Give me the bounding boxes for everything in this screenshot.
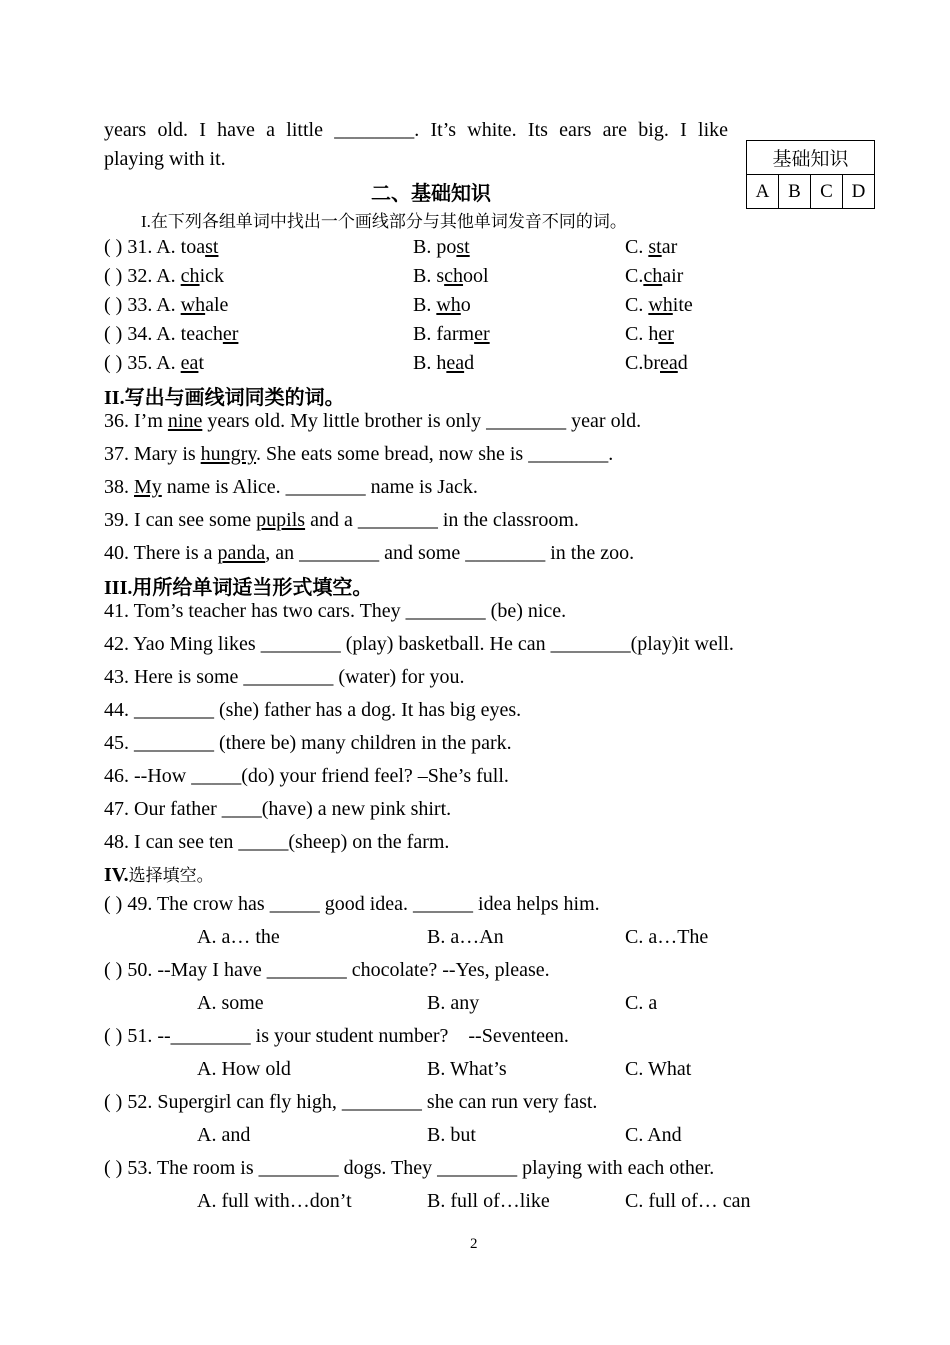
part3-item: 44. ________ (she) father has a dog. It has big eyes. <box>104 699 522 721</box>
answer-bracket: ( ) <box>104 265 123 287</box>
part2-item: 36. I’m nine years old. My little brother is only ________ year old. <box>104 410 642 432</box>
part1-option-c: C.bread <box>625 352 688 374</box>
part3-item: 48. I can see ten _____(sheep) on the farm. <box>104 831 450 853</box>
item-number: 35. A. <box>127 352 181 374</box>
part1-row: ( ) 34. A. teacher <box>104 323 239 345</box>
item-number: 34. A. <box>127 323 181 345</box>
part2-item: 39. I can see some pupils and a ________ in the classroom. <box>104 509 579 531</box>
intro-line-1: years old. I have a little ________. It’s white. Its ears are big. I like <box>104 119 728 141</box>
grade-c: C <box>811 175 843 209</box>
answer-bracket: ( ) <box>104 323 123 345</box>
part1-option-b: B. who <box>413 294 471 316</box>
part3-item: 43. Here is some _________ (water) for you. <box>104 666 465 688</box>
part3-heading: III.用所给单词适当形式填空。 <box>104 577 373 599</box>
answer-bracket: ( ) <box>104 893 123 915</box>
part2-item: 37. Mary is hungry. She eats some bread, now she is ________. <box>104 443 614 465</box>
page-number: 2 <box>470 1236 478 1252</box>
part3-item: 46. --How _____(do) your friend feel? –She’s full. <box>104 765 509 787</box>
part4-question: ( ) 50. --May I have ________ chocolate? --Yes, please. <box>104 959 550 981</box>
part1-row: ( ) 31. A. toast <box>104 236 219 258</box>
grade-b: B <box>779 175 811 209</box>
item-number: 32. A. <box>127 265 181 287</box>
section-title: 二、基础知识 <box>371 183 491 205</box>
answer-bracket: ( ) <box>104 1025 123 1047</box>
part4-option-b: B. What’s <box>427 1058 507 1080</box>
answer-bracket: ( ) <box>104 959 123 981</box>
part3-item: 41. Tom’s teacher has two cars. They ________ (be) nice. <box>104 600 567 622</box>
answer-bracket: ( ) <box>104 1157 123 1179</box>
part4-option-c: C. And <box>625 1124 682 1146</box>
part4-option-a: A. full with…don’t <box>197 1190 352 1212</box>
part4-option-b: B. a…An <box>427 926 504 948</box>
part3-item: 42. Yao Ming likes ________ (play) basketball. He can ________(play)it well. <box>104 633 734 655</box>
part4-option-b: B. full of…like <box>427 1190 550 1212</box>
part1-option-c: C. her <box>625 323 674 345</box>
part4-option-a: A. a… the <box>197 926 280 948</box>
part4-option-a: A. some <box>197 992 264 1014</box>
intro-paragraph <box>104 116 728 174</box>
item-number: 31. A. <box>127 236 181 258</box>
part1-row: ( ) 35. A. eat <box>104 352 204 374</box>
part1-option-c: C.chair <box>625 265 684 287</box>
part4-option-c: C. a…The <box>625 926 709 948</box>
part4-option-c: C. full of… can <box>625 1190 751 1212</box>
answer-bracket: ( ) <box>104 294 123 316</box>
answer-bracket: ( ) <box>104 1091 123 1113</box>
part1-option-b: B. head <box>413 352 475 374</box>
part3-item: 45. ________ (there be) many children in the park. <box>104 732 512 754</box>
part1-row: ( ) 33. A. whale <box>104 294 229 316</box>
part1-option-b: B. farmer <box>413 323 490 345</box>
intro-line-2: playing with it. <box>104 148 226 170</box>
part2-item: 40. There is a panda, an ________ and some ________ in the zoo. <box>104 542 635 564</box>
part4-heading: IV.选择填空。 <box>104 864 214 886</box>
part4-question: ( ) 51. --________ is your student number? --Seventeen. <box>104 1025 569 1047</box>
part1-heading: I.在下列各组单词中找出一个画线部分与其他单词发音不同的词。 <box>141 212 627 231</box>
grade-d: D <box>843 175 875 209</box>
answer-bracket: ( ) <box>104 352 123 374</box>
part2-item: 38. My name is Alice. ________ name is Jack. <box>104 476 478 498</box>
part2-heading: II.写出与画线词同类的词。 <box>104 387 345 409</box>
part4-option-b: B. any <box>427 992 480 1014</box>
part1-option-b: B. school <box>413 265 489 287</box>
part4-question: ( ) 53. The room is ________ dogs. They ________ playing with each other. <box>104 1157 715 1179</box>
part3-item: 47. Our father ____(have) a new pink shirt. <box>104 798 452 820</box>
part4-option-c: C. a <box>625 992 658 1014</box>
part1-option-c: C. white <box>625 294 693 316</box>
part4-question: ( ) 49. The crow has _____ good idea. ______ idea helps him. <box>104 893 600 915</box>
part4-option-a: A. and <box>197 1124 251 1146</box>
score-box-title: 基础知识 <box>747 141 875 175</box>
part4-question: ( ) 52. Supergirl can fly high, ________ she can run very fast. <box>104 1091 598 1113</box>
answer-bracket: ( ) <box>104 236 123 258</box>
part1-option-c: C. star <box>625 236 678 258</box>
part1-row: ( ) 32. A. chick <box>104 265 224 287</box>
part1-option-b: B. post <box>413 236 470 258</box>
part4-option-c: C. What <box>625 1058 692 1080</box>
part4-option-a: A. How old <box>197 1058 291 1080</box>
item-number: 33. A. <box>127 294 181 316</box>
part4-option-b: B. but <box>427 1124 476 1146</box>
score-box <box>746 140 875 209</box>
grade-a: A <box>747 175 779 209</box>
